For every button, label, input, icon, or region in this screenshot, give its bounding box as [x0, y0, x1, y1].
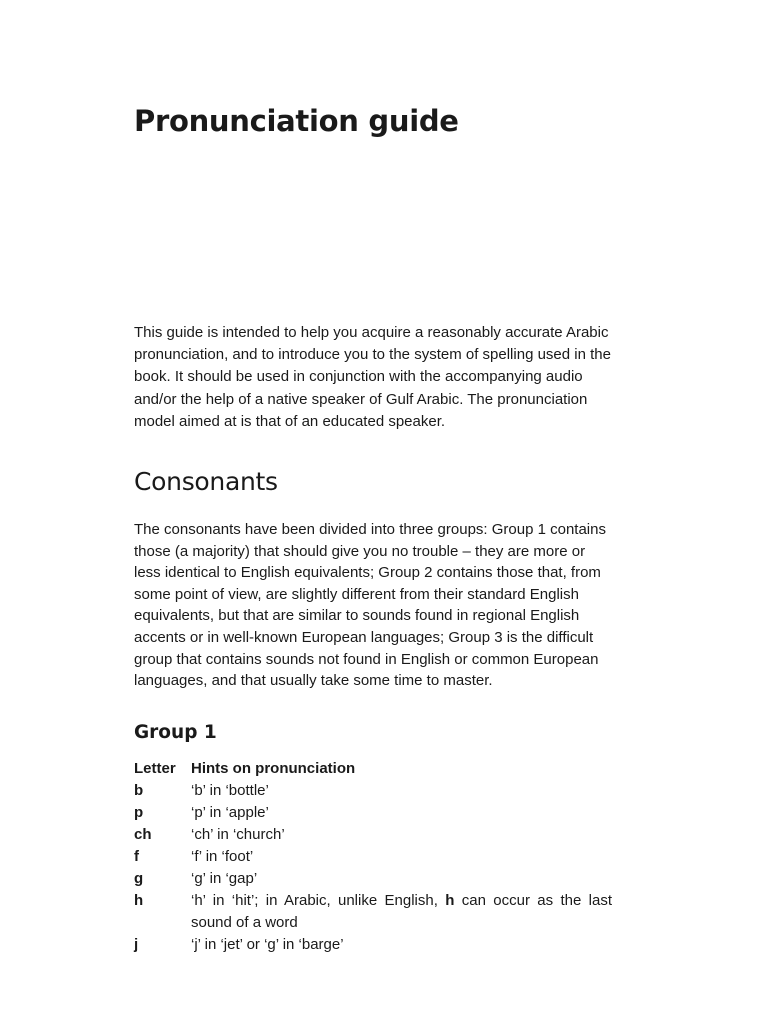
letter-cell: p [134, 804, 144, 821]
letter-cell: f [134, 848, 139, 865]
hint-text: can occur as the last sound of a word [191, 892, 613, 931]
hint-bold-letter: h [445, 892, 455, 909]
consonants-paragraph: The consonants have been divided into three groups: Group 1 contains those (a majority) that should give you no trouble – they are more or less identical to English equivalents; Group 2 contains those that, from some point of view, are slightly different from their standard English equivalents, but that are similar to sounds found in regional English accents or in well-known European languages; Group 3 is the difficult group that contains sounds not found in English or common European languages, and that usually take some time to master. [134, 521, 606, 690]
group-1-table [134, 758, 612, 956]
table-row [134, 802, 612, 824]
letter-cell: b [134, 782, 144, 799]
table-row [134, 890, 612, 934]
intro-paragraph: This guide is intended to help you acquire a reasonably accurate Arabic pronunciation, and to introduce you to the system of spelling used in the book. It should be used in conjunction with the accompanying audio and/or the help of a native speaker of Gulf Arabic. The pronunciation model aimed at is that of an educated speaker. [134, 324, 611, 430]
hint-cell: ‘f’ in ‘foot’ [191, 848, 254, 865]
table-header-row [134, 758, 612, 780]
table-row [134, 868, 612, 890]
hint-column-header: Hints on pronunciation [191, 760, 356, 777]
consonants-heading: Consonants [134, 467, 278, 496]
table-row [134, 780, 612, 802]
letter-cell: g [134, 870, 144, 887]
hint-cell [191, 890, 612, 934]
hint-cell: ‘g’ in ‘gap’ [191, 870, 258, 887]
table-row [134, 846, 612, 868]
letter-cell: ch [134, 826, 152, 843]
hint-cell: ‘b’ in ‘bottle’ [191, 782, 269, 799]
table-row [134, 824, 612, 846]
letter-cell: h [134, 892, 144, 909]
table-row [134, 934, 612, 956]
page-title: Pronunciation guide [134, 104, 459, 138]
hint-cell: ‘p’ in ‘apple’ [191, 804, 269, 821]
group-1-heading: Group 1 [134, 722, 217, 743]
letter-column-header: Letter [134, 760, 176, 777]
letter-cell: j [134, 936, 139, 953]
hint-cell: ‘j’ in ‘jet’ or ‘g’ in ‘barge’ [191, 936, 344, 953]
hint-cell: ‘ch’ in ‘church’ [191, 826, 285, 843]
hint-text: ‘h’ in ‘hit’; in Arabic, unlike English, [191, 892, 438, 909]
